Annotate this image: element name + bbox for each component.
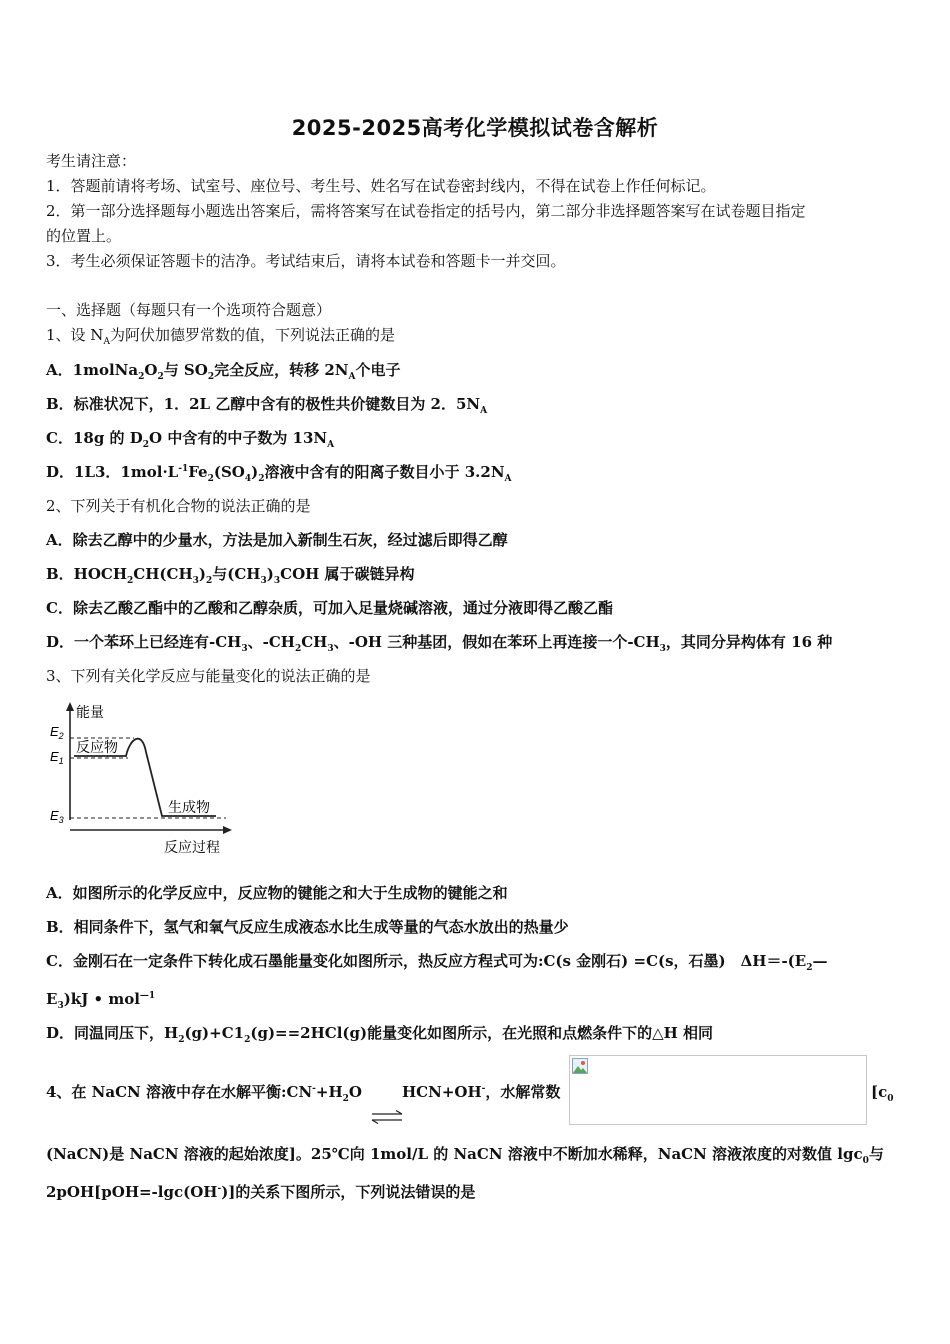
e1-label: $E_1$ xyxy=(50,749,64,766)
q1-option-c: C．18g 的 $D_2O$ 中含有的中子数为 $13N_A$ xyxy=(46,429,335,450)
q3-stem: 3、下列有关化学反应与能量变化的说法正确的是 xyxy=(46,667,371,685)
q4-stem: 4、在 NaCN 溶液中存在水解平衡$:CN^-+H_2O$ HCN+OH-，水解常数 xyxy=(46,1083,561,1104)
q3-option-d: D．同温同压下，$H_2(g)+C1_2(g)==2HCl(g)$能量变化如图所示，在光照和点燃条件下的△H 相同 xyxy=(46,1024,714,1045)
q3-option-a: A．如图所示的化学反应中，反应物的键能之和大于生成物的键能之和 xyxy=(46,884,508,902)
q4-stem-bracket: [$c_0$ xyxy=(871,1083,894,1104)
x-axis-arrow xyxy=(223,826,232,834)
notice-item-2: 2．第一部分选择题每小题选出答案后，需将答案写在试卷指定的括号内，第二部分非选择题答案写在试卷题目指定 xyxy=(46,202,806,220)
q1-option-b: B．标准状况下，1．2L 乙醇中含有的极性共价键数目为 2．$5N_A$ xyxy=(46,395,488,416)
q2-option-d: D．一个苯环上已经连有$-CH_3$、$-CH_2CH_3$、-OH 三种基团，假如在苯环上再连接一个$-CH_3$，其同分异构体有 16 种 xyxy=(46,633,833,654)
q1-option-d: D．1L3．$1mol\cdot L^{-1}Fe_2(SO_4)_2$溶液中含有的阳离子数目小于 $3.2N_A$ xyxy=(46,463,512,484)
q2-stem: 2、下列关于有机化合物的说法正确的是 xyxy=(46,497,311,515)
y-axis-label: 能量 xyxy=(76,704,104,720)
notice-heading: 考生请注意： xyxy=(46,152,137,170)
hydrolysis-constant-formula-image xyxy=(569,1055,867,1125)
notice-item-2-cont: 的位置上。 xyxy=(46,227,122,245)
e3-label: $E_3$ xyxy=(50,808,64,825)
equilibrium-arrows-icon xyxy=(370,1110,404,1124)
q4-stem-cont-2: 2pOH[pOH=-lgc(OH-)]的关系下图所示，下列说法错误的是 xyxy=(46,1183,476,1201)
q1-option-a: A．$1molNa_2O_2$与 $SO_2$完全反应，转移 $2N_A$个电子 xyxy=(46,361,401,382)
broken-image-icon xyxy=(572,1058,588,1074)
notice-item-1: 1．答题前请将考场、试室号、座位号、考生号、姓名写在试卷密封线内，不得在试卷上作任何标记。 xyxy=(46,177,716,195)
y-axis-arrow xyxy=(66,702,74,711)
q3-option-c-cont: $E_3)kJ$ • mol$^{—1}$ xyxy=(46,990,156,1011)
section-heading: 一、选择题（每题只有一个选项符合题意） xyxy=(46,301,332,319)
reactant-label: 反应物 xyxy=(76,739,118,755)
q4-stem-cont-1: (NaCN)是 NaCN 溶液的起始浓度]。25℃向 1mol/L 的 NaCN 溶液中不断加水稀释，NaCN 溶液浓度的对数值 lgc$_0$与 xyxy=(46,1145,884,1166)
x-axis-label: 反应过程 xyxy=(164,839,220,855)
notice-item-3: 3．考生必须保证答题卡的洁净。考试结束后，请将本试卷和答题卡一并交回。 xyxy=(46,252,566,270)
e2-label: $E_2$ xyxy=(50,724,64,741)
q3-option-c: C．金刚石在一定条件下转化成石墨能量变化如图所示，热反应方程式可为:C(s 金刚石) =C(s，石墨) $\Delta H=-(E_2—$ xyxy=(46,952,828,973)
q3-option-b: B．相同条件下，氢气和氧气反应生成液态水比生成等量的气态水放出的热量少 xyxy=(46,918,569,936)
q2-option-c: C．除去乙酸乙酯中的乙酸和乙醇杂质，可加入足量烧碱溶液，通过分液即得乙酸乙酯 xyxy=(46,599,613,617)
page-title: 2025-2025高考化学模拟试卷含解析 xyxy=(291,116,659,140)
energy-diagram xyxy=(46,700,246,862)
q2-option-a: A．除去乙醇中的少量水，方法是加入新制生石灰，经过滤后即得乙醇 xyxy=(46,531,508,549)
q1-stem: 1、设 $N_A$为阿伏加德罗常数的值，下列说法正确的是 xyxy=(46,326,395,347)
product-label: 生成物 xyxy=(168,799,210,815)
q2-option-b: B．$HOCH_2CH(CH_3)_2$与$(CH_3)_3COH$ 属于碳链异构 xyxy=(46,565,415,586)
